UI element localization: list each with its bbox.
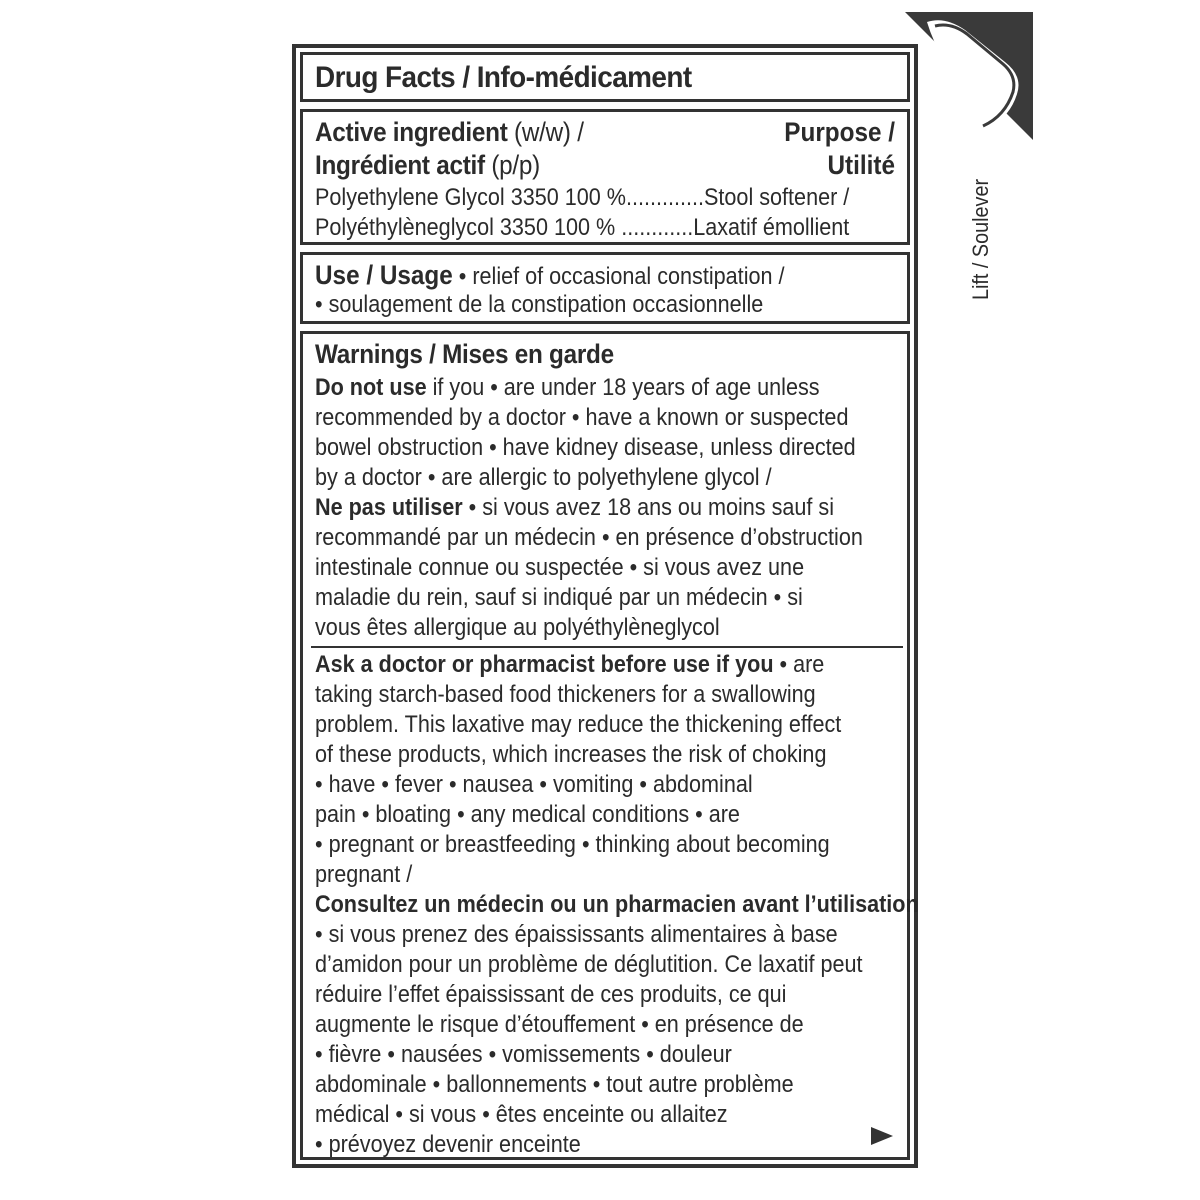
use-heading: Use / Usage bbox=[315, 260, 453, 290]
use-line-1: Use / Usage • relief of occasional constipation / bbox=[315, 260, 785, 290]
warning-line: intestinale connue ou suspectée • si vous avez une bbox=[315, 554, 805, 581]
warning-line: bowel obstruction • have kidney disease, unless directed bbox=[315, 434, 856, 461]
warning-line: by a doctor • are allergic to polyethylene glycol / bbox=[315, 464, 772, 491]
continue-arrow-icon bbox=[871, 1127, 893, 1145]
warning-line: • have • fever • nausea • vomiting • abdominal bbox=[315, 771, 753, 798]
warning-line: maladie du rein, sauf si indiqué par un médecin • si bbox=[315, 584, 803, 611]
title-box bbox=[300, 52, 910, 102]
warning-line: taking starch-based food thickeners for a swallowing bbox=[315, 681, 816, 708]
warning-line: pain • bloating • any medical conditions • are bbox=[315, 801, 740, 828]
peel-corner-icon[interactable] bbox=[905, 12, 1035, 142]
active-ingredient-row-fr: Polyéthylèneglycol 3350 100 % ............Laxatif émollient bbox=[315, 214, 850, 241]
warning-line: • si vous prenez des épaississants alimentaires à base bbox=[315, 921, 838, 948]
warning-line: d’amidon pour un problème de déglutition. Ce laxatif peut bbox=[315, 951, 863, 978]
use-box bbox=[300, 252, 910, 324]
purpose-heading: Purpose / bbox=[784, 117, 895, 147]
warning-line: recommandé par un médecin • en présence d’obstruction bbox=[315, 524, 863, 551]
consultez-heading: Consultez un médecin ou un pharmacien avant l’utilisation bbox=[315, 891, 919, 918]
active-ingredient-heading: Active ingredient (w/w) / bbox=[315, 117, 584, 147]
warning-line: of these products, which increases the risk of choking bbox=[315, 741, 827, 768]
warning-line: augmente le risque d’étouffement • en présence de bbox=[315, 1011, 804, 1038]
warning-line: pregnant / bbox=[315, 861, 413, 888]
drug-facts-title: Drug Facts / Info-médicament bbox=[315, 61, 692, 94]
warnings-heading: Warnings / Mises en garde bbox=[315, 339, 614, 369]
warning-line: réduire l’effet épaississant de ces produits, ce qui bbox=[315, 981, 787, 1008]
ingredient-actif-heading: Ingrédient actif (p/p) bbox=[315, 150, 540, 180]
do-not-use-line: Do not use if you • are under 18 years of age unless bbox=[315, 374, 820, 401]
active-ingredient-box bbox=[300, 109, 910, 245]
use-line-2: • soulagement de la constipation occasionnelle bbox=[315, 291, 764, 318]
warning-line: problem. This laxative may reduce the thickening effect bbox=[315, 711, 842, 738]
warnings-box bbox=[300, 331, 919, 1160]
warning-line: vous êtes allergique au polyéthylèneglycol bbox=[315, 614, 720, 641]
warning-line: • fièvre • nausées • vomissements • douleur bbox=[315, 1041, 732, 1068]
warning-line: • pregnant or breastfeeding • thinking about becoming bbox=[315, 831, 830, 858]
active-ingredient-row-en: Polyethylene Glycol 3350 100 %.............Stool softener / bbox=[315, 184, 850, 211]
section-divider bbox=[311, 646, 903, 648]
drug-facts-label bbox=[292, 44, 918, 1168]
lift-soulever-label: Lift / Soulever bbox=[968, 178, 993, 300]
warning-line: • prévoyez devenir enceinte bbox=[315, 1131, 581, 1158]
warning-line: abdominale • ballonnements • tout autre problème bbox=[315, 1071, 794, 1098]
warning-line: recommended by a doctor • have a known or suspected bbox=[315, 404, 849, 431]
ne-pas-utiliser-line: Ne pas utiliser • si vous avez 18 ans ou moins sauf si bbox=[315, 494, 835, 521]
warning-line: médical • si vous • êtes enceinte ou allaitez bbox=[315, 1101, 728, 1128]
ask-doctor-line: Ask a doctor or pharmacist before use if you • are bbox=[315, 651, 825, 678]
utilite-heading: Utilité bbox=[827, 150, 895, 180]
